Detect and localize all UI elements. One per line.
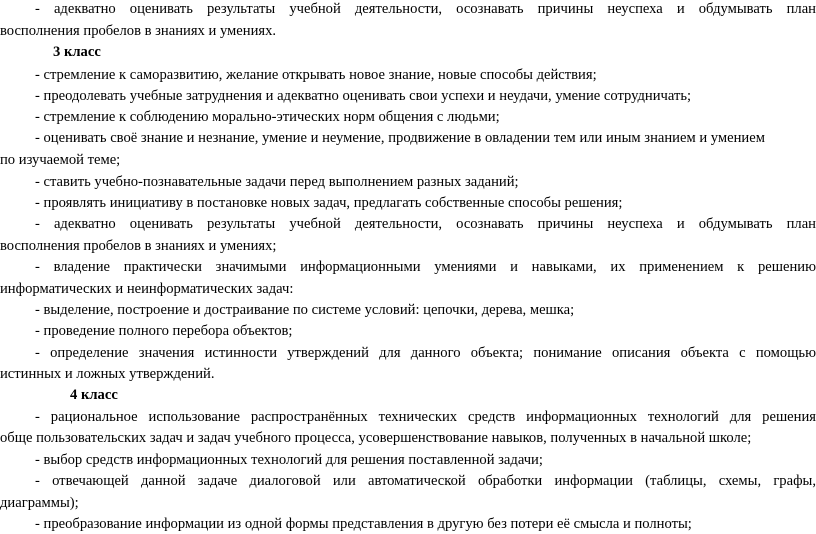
text-line: - стремление к соблюдению морально-этических норм общения с людьми; bbox=[35, 109, 500, 125]
text-line: - адекватно оценивать результаты учебной деятельности, осознавать причины неуспеха и обдумывать план bbox=[35, 216, 816, 232]
text-line: истинных и ложных утверждений. bbox=[0, 366, 215, 382]
text-line: восполнения пробелов в знаниях и умениях; bbox=[0, 238, 277, 254]
text-line: - выделение, построение и достраивание по системе условий: цепочки, дерева, мешка; bbox=[35, 302, 575, 318]
text-line: восполнения пробелов в знаниях и умениях. bbox=[0, 23, 277, 39]
section-heading-grade-4: 4 класс bbox=[70, 387, 118, 403]
text-line: - владение практически значимыми информационными умениями и навыками, их применением к решению bbox=[35, 259, 816, 275]
text-line: - оценивать своё знание и незнание, умение и неумение, продвижение в овладении тем или иным знанием и умением bbox=[35, 130, 765, 146]
text-line: информатических и неинформатических задач: bbox=[0, 281, 294, 297]
text-line: обще пользовательских задач и задач учебного процесса, усовершенствование навыков, полученных в начальной школе; bbox=[0, 430, 752, 446]
text-line: - выбор средств информационных технологий для решения поставленной задачи; bbox=[35, 452, 543, 468]
text-line: - преодолевать учебные затруднения и адекватно оценивать свои успехи и неудачи, умение сотрудничать; bbox=[35, 88, 692, 104]
text-line: - проведение полного перебора объектов; bbox=[35, 323, 293, 339]
text-line: диаграммы); bbox=[0, 495, 79, 511]
text-line: - рациональное использование распространённых технических средств информационных технологий для решения bbox=[35, 409, 816, 425]
text-line: - преобразование информации из одной формы представления в другую без потери её смысла и полноты; bbox=[35, 516, 692, 532]
text-line: - проявлять инициативу в постановке новых задач, предлагать собственные способы решения; bbox=[35, 195, 623, 211]
section-heading-grade-3: 3 класс bbox=[53, 44, 101, 60]
text-line: - адекватно оценивать результаты учебной деятельности, осознавать причины неуспеха и обдумывать план bbox=[35, 1, 816, 17]
text-line: - стремление к саморазвитию, желание открывать новое знание, новые способы действия; bbox=[35, 67, 597, 83]
text-line: - ставить учебно-познавательные задачи перед выполнением разных заданий; bbox=[35, 174, 519, 190]
text-line: по изучаемой теме; bbox=[0, 152, 121, 168]
text-line: - определение значения истинности утверждений для данного объекта; понимание описания объекта с помощью bbox=[35, 345, 816, 361]
text-line: - отвечающей данной задаче диалоговой или автоматической обработки информации (таблицы, схемы, графы, bbox=[35, 473, 816, 489]
